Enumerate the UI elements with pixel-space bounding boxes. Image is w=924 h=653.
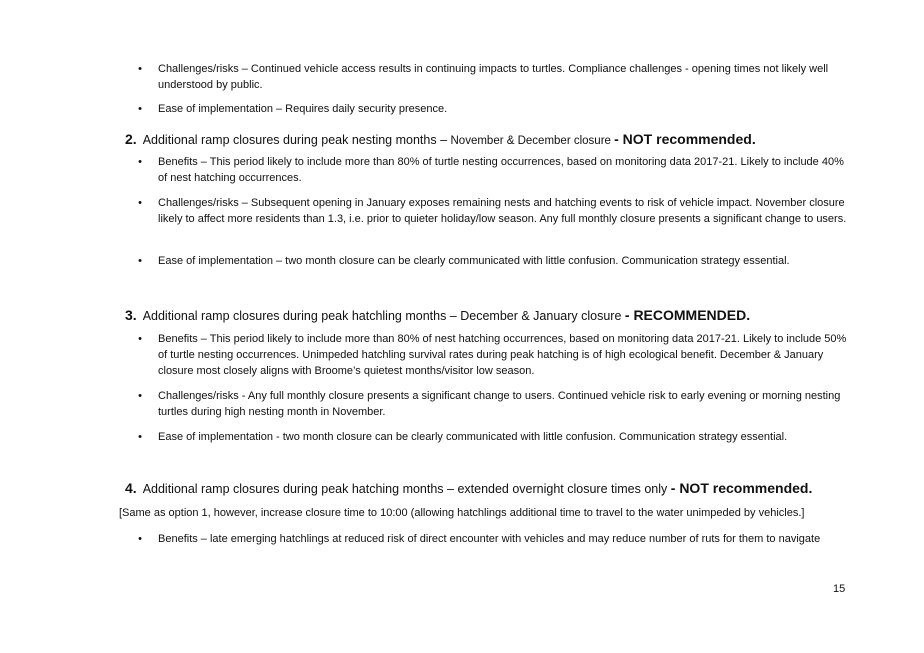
bullet-dot: • bbox=[138, 255, 142, 267]
bullet-dot: • bbox=[138, 156, 142, 168]
recommendation-label: - NOT recommended. bbox=[614, 131, 756, 147]
list-item: Ease of implementation - two month closure can be clearly communicated with little confusion. Communication strategy essential. bbox=[158, 431, 788, 443]
list-item: Challenges/risks – Continued vehicle access results in continuing impacts to turtles. Compliance challenges - opening times not likely well understood by public. bbox=[158, 63, 829, 91]
option-subtitle: November & December closure bbox=[450, 135, 615, 147]
bullet-dot: • bbox=[138, 431, 142, 443]
option-title: Additional ramp closures during peak hatching months – extended overnight closure times only bbox=[142, 482, 671, 496]
bullet-dot: • bbox=[138, 63, 142, 75]
page-number: 15 bbox=[833, 583, 846, 595]
option-title: Additional ramp closures during peak nesting months – bbox=[142, 133, 451, 147]
list-item: Ease of implementation – two month closure can be clearly communicated with little confusion. Communication strategy essential. bbox=[158, 255, 790, 267]
option-heading-3 bbox=[125, 306, 750, 325]
option-note: [Same as option 1, however, increase closure time to 10:00 (allowing hatchlings additional time to travel to the water unimpeded by vehicles.] bbox=[119, 507, 805, 519]
option-number: 3. bbox=[125, 307, 137, 323]
option-number: 2. bbox=[125, 131, 137, 147]
recommendation-label: - RECOMMENDED. bbox=[624, 307, 751, 323]
list-item: Benefits – late emerging hatchlings at reduced risk of direct encounter with vehicles and may reduce number of ruts for them to navigate bbox=[158, 533, 821, 545]
list-item: Ease of implementation – Requires daily security presence. bbox=[158, 103, 448, 115]
option-number: 4. bbox=[125, 480, 137, 496]
option-heading-2 bbox=[125, 130, 756, 150]
list-item: Challenges/risks – Subsequent opening in January exposes remaining nests and hatching events to risk of vehicle impact. November closure likely to affect more residents than 1.3, i.e. prior to quieter holiday/low season. Any full monthly closure presents a significant change to users. bbox=[158, 197, 847, 225]
list-item: Challenges/risks - Any full monthly closure presents a significant change to users. Continued vehicle risk to early evening or morning nesting turtles during high nesting month in November. bbox=[158, 390, 841, 418]
list-item: Benefits – This period likely to include more than 80% of nest hatching occurrences, based on monitoring data 2017-21. Likely to include 50% of turtle nesting occurrences. Unimpeded hatchling survival rates during peak hatching is of high ecological benefit. December & January closure most closely aligns with Broome’s quietest months/visitor low season. bbox=[158, 333, 847, 377]
bullet-dot: • bbox=[138, 197, 142, 209]
bullet-dot: • bbox=[138, 333, 142, 345]
list-item: Benefits – This period likely to include more than 80% of turtle nesting occurrences, based on monitoring data 2017-21. Likely to include 40% of nest hatching occurrences. bbox=[158, 156, 844, 184]
option-heading-4 bbox=[125, 479, 812, 498]
bullet-dot: • bbox=[138, 103, 142, 115]
bullet-dot: • bbox=[138, 533, 142, 545]
recommendation-label: - NOT recommended. bbox=[670, 480, 813, 496]
option-title: Additional ramp closures during peak hatchling months – December & January closure bbox=[142, 309, 625, 323]
bullet-dot: • bbox=[138, 390, 142, 402]
